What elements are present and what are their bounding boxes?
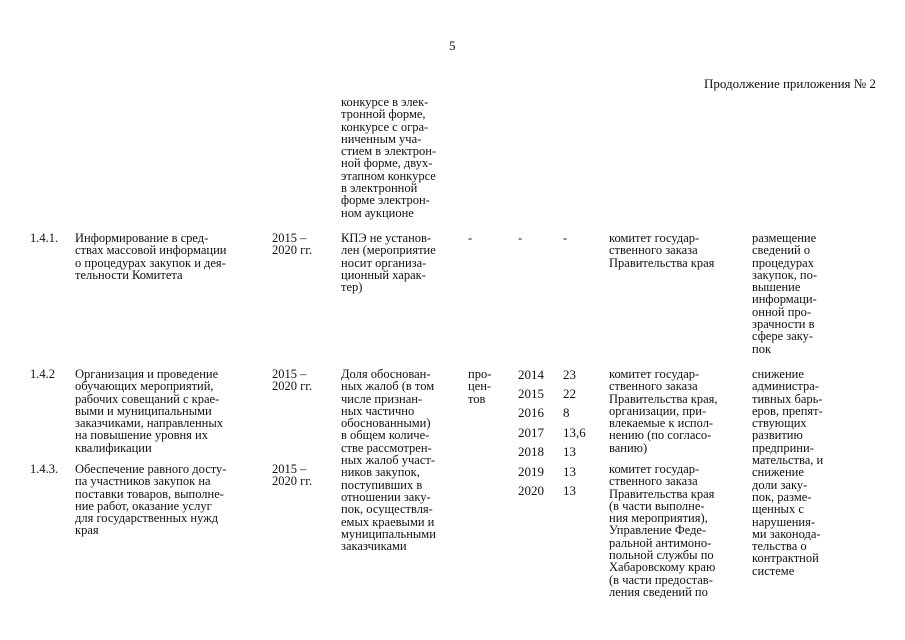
value: 13	[563, 483, 576, 498]
year: 2019	[518, 464, 544, 479]
expected-result: размещение сведений о процедурах закупок, по- вышение информаци- онной про- зрачности в сфере заку- пок	[752, 231, 817, 356]
year: 2018	[518, 444, 544, 459]
indicator: Доля обоснован- ных жалоб (в том числе признан- ных частично обоснованными) в общем количе- стве рассмотрен- ных жалоб участ- ников закупок, поступивших в отношении заку- пок, осуществля- емых краевыми и муниципальными заказчиками	[341, 367, 436, 554]
measure-name: Обеспечение равного досту- па участников закупок на поставки товаров, выполне- ние работ, оказание услуг для государственных нужд края	[75, 462, 227, 538]
row-number: 1.4.1.	[30, 231, 59, 245]
value: 13	[563, 464, 576, 479]
year: 2016	[518, 405, 544, 420]
expected-result: снижение администра- тивных барь- еров, препят- ствующих развитию предприни- мательства, и снижение доли заку- пок, разме- щенных с нарушения- ми законода- тельства о контрактной системе	[752, 367, 824, 578]
executor: комитет государ- ственного заказа Правительства края, организации, при- влекаемые к испол- нению (по согласо- ванию)	[609, 367, 718, 455]
measure-name: Организация и проведение обучающих мероприятий, рабочих совещаний с крае- выми и муниципальными заказчиками, направленных на повышение уровня их квалификации	[75, 367, 223, 455]
period: 2015 – 2020 гг.	[272, 231, 313, 258]
carryover-indicator-text: конкурсе в элек- тронной форме, конкурсе с огра- ниченным уча- стием в электрон- ной форме, двух- этапном конкурсе в электронной форме электрон- ном аукционе	[341, 95, 437, 220]
value: 13	[563, 444, 576, 459]
row-number: 1.4.3.	[30, 462, 59, 476]
unit: -	[468, 231, 473, 245]
year: -	[518, 231, 523, 245]
indicator: КПЭ не установ- лен (мероприятие носит организа- ционный харак- тер)	[341, 231, 436, 295]
value: 13,6	[563, 425, 586, 440]
year: 2020	[518, 483, 544, 498]
value: 22	[563, 386, 576, 401]
executor: комитет государ- ственного заказа Правительства края	[609, 231, 715, 270]
value: -	[563, 231, 568, 245]
period: 2015 – 2020 гг.	[272, 462, 313, 489]
row-number: 1.4.2	[30, 367, 55, 381]
unit: про- цен- тов	[468, 367, 492, 406]
continuation-note: Продолжение приложения № 2	[704, 76, 876, 91]
value: 23	[563, 367, 576, 382]
period: 2015 – 2020 гг.	[272, 367, 313, 394]
executor: комитет государ- ственного заказа Правительства края (в части выполне- ния мероприятия), Управление Феде- ральной антимоно- польной службы по Хабаровскому краю (в части предостав- ления сведений по	[609, 462, 716, 599]
measure-name: Информирование в сред- ствах массовой информации о процедурах закупок и дея- тельности Комитета	[75, 231, 227, 282]
value: 8	[563, 405, 570, 420]
year: 2017	[518, 425, 544, 440]
year: 2014	[518, 367, 544, 382]
page-number: 5	[449, 38, 456, 53]
year: 2015	[518, 386, 544, 401]
